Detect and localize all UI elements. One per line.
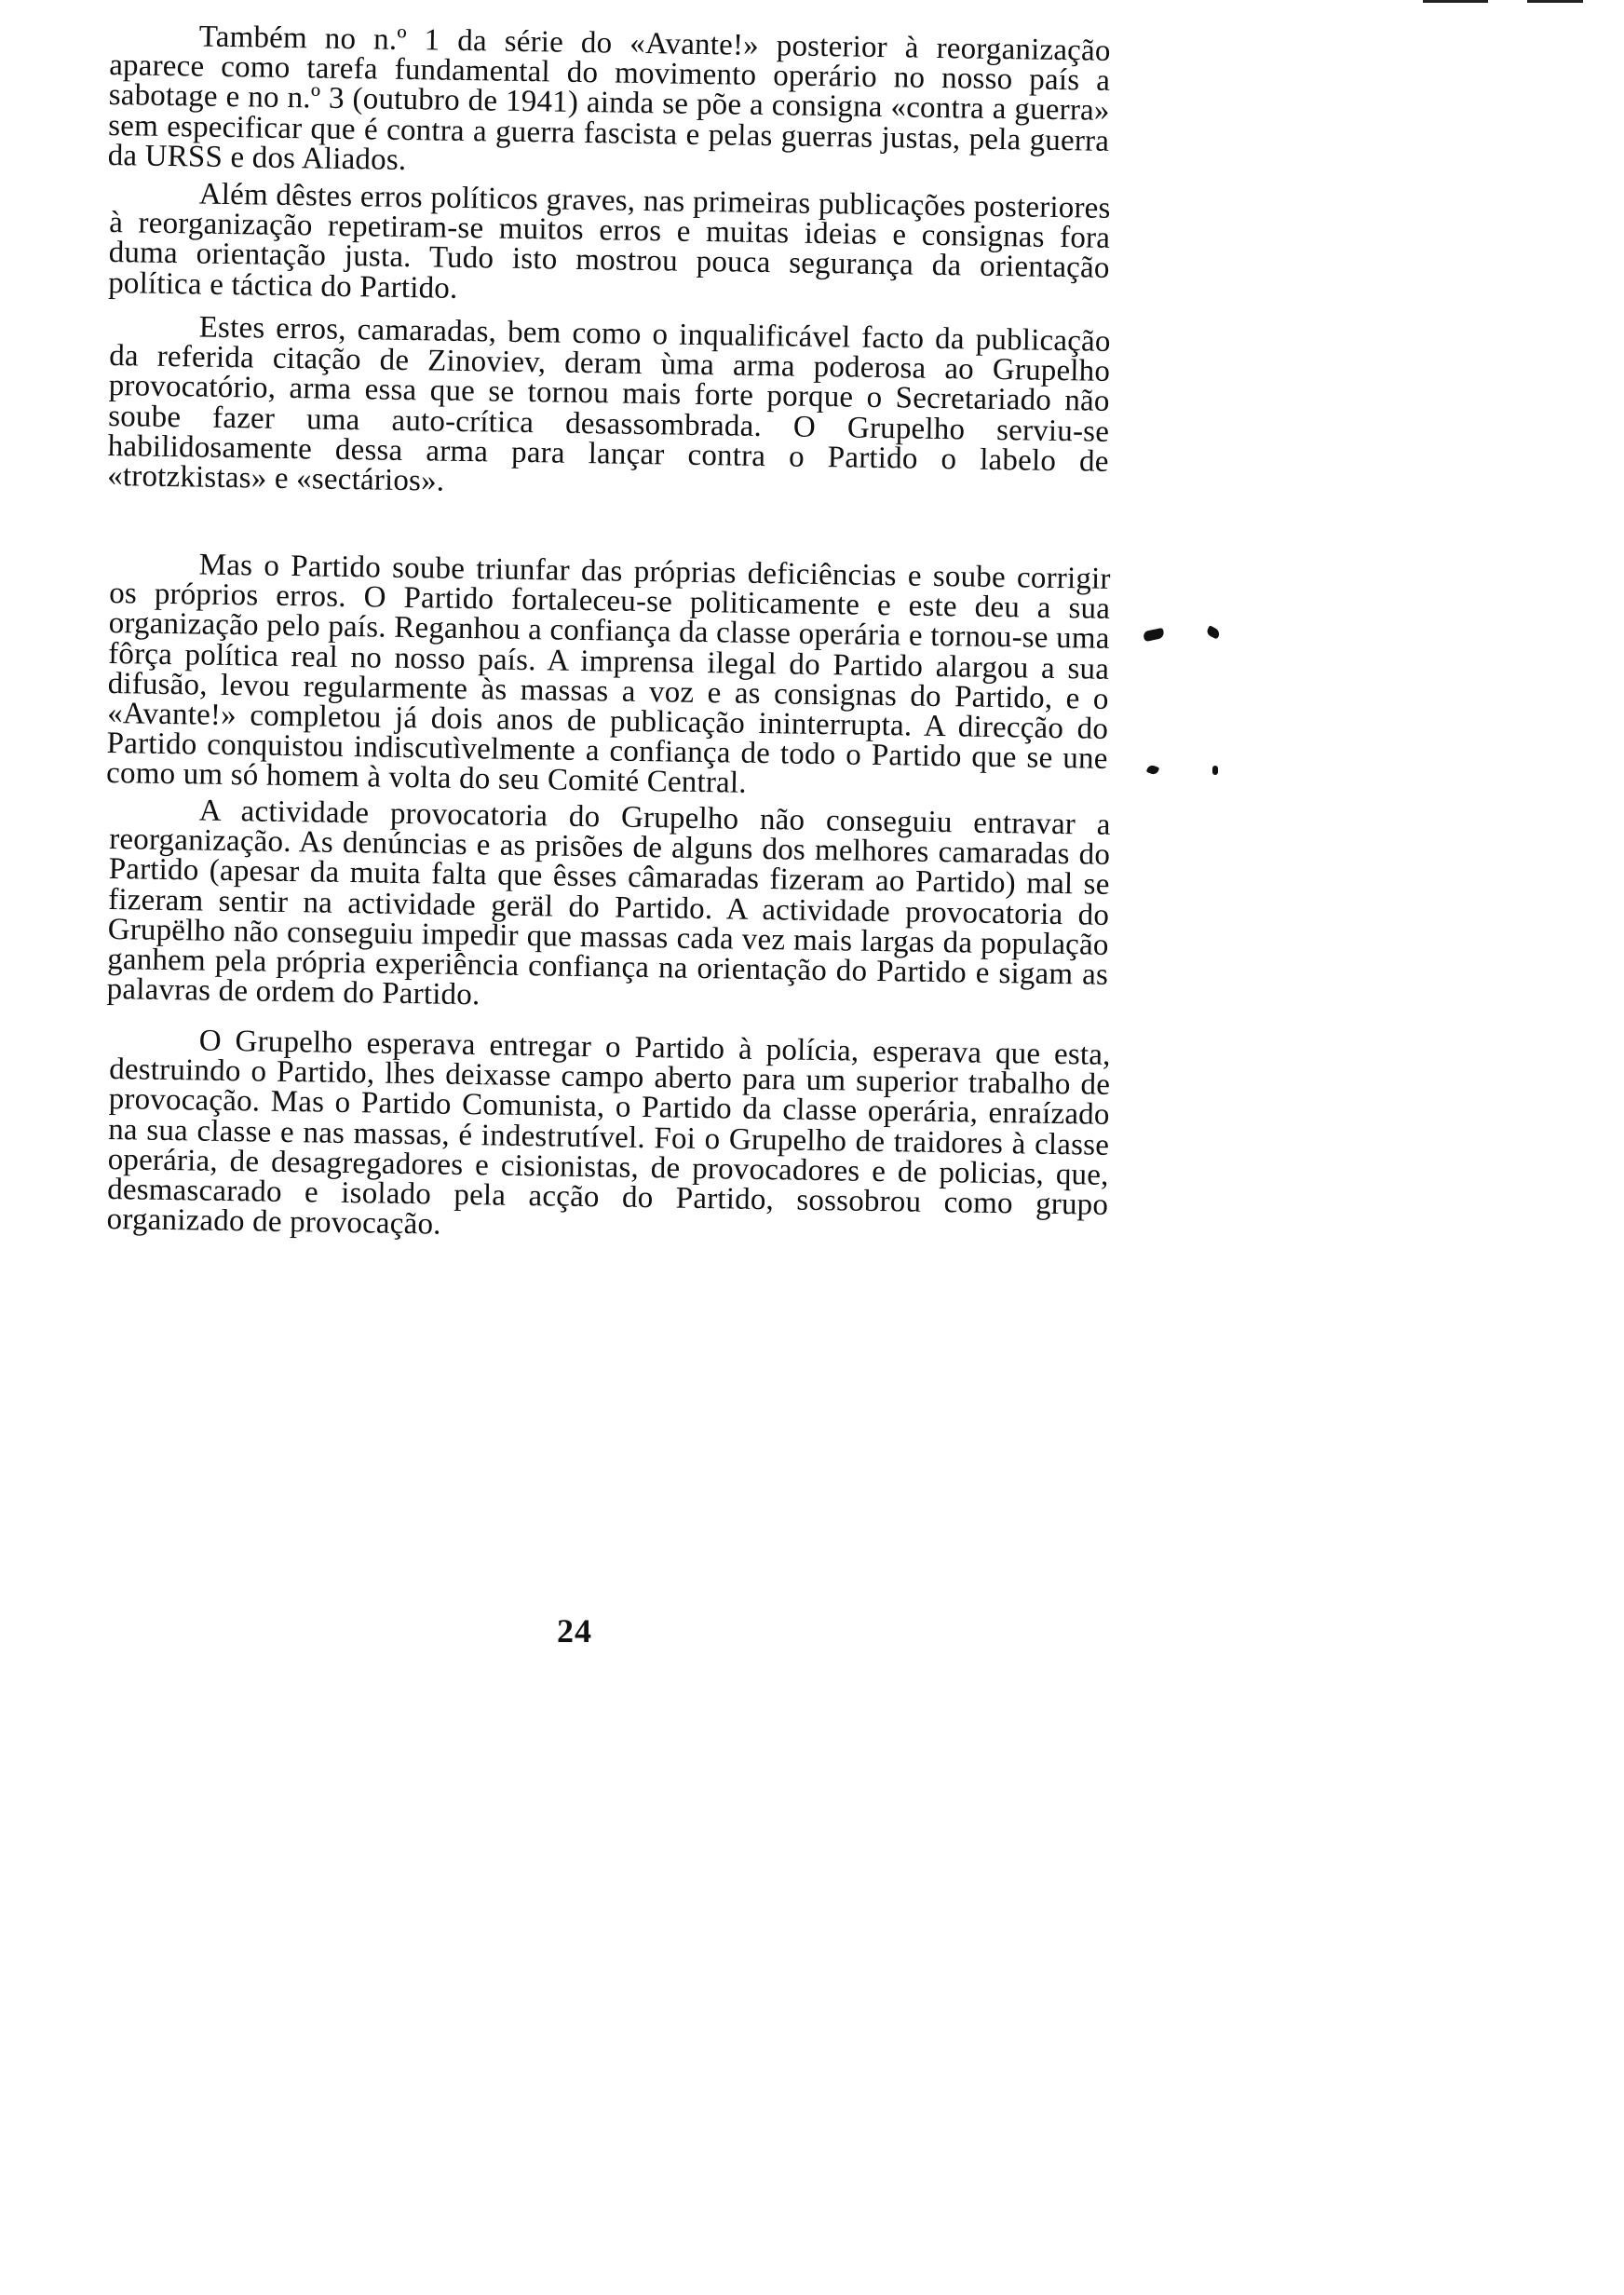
ink-blot-mark [1205,625,1221,639]
page-number: 24 [557,1612,592,1650]
paragraph-1: Também no n.º 1 da série do «Avante!» posterior à reorganização aparece como tarefa fundamental do movimento operário no nosso país a sabotage e no n.º 3 (outubro de 1941) ainda se põe a consigna «contra a guerra» sem especificar que é contra a guerra fascista e pelas guerras justas, pela guerra da URSS e dos Aliados. [107,20,1111,177]
text-column [105,20,1111,1242]
paragraph-3: Estes erros, camaradas, bem como o inqualificável facto da publicação da referida citação de Zinoviev, deram ùma arma poderosa ao Grupelho provocatório, arma essa que se tornou mais forte porque o Secretariado não soube fazer uma auto-crítica desassombrada. O Grupelho serviu-se habilidosamente dessa arma para lançar contra o Partido o labelo de «trotzkistas» e «sectários». [106,310,1111,498]
paragraph-5: A actividade provocatoria do Grupelho não conseguiu entravar a reorganização. As denúncias e as prisões de alguns dos melhores camaradas do Partido (apesar da muita falta que êsses câmaradas fizeram ao Partido) mal se fizeram sentir na actividade geräl do Partido. A actividade provocatoria do Grupëlho não conseguiu impedir que massas cada vez mais largas da população ganhem pela própria experiência confiança na orientação do Partido e sigam as palavras de ordem do Partido. [106,794,1111,1012]
scan-top-edge [0,0,1624,6]
paragraph-6: O Grupelho esperava entregar o Partido à polícia, esperava que esta, destruindo o Partido, lhes deixasse campo aberto para um superior trabalho de provocação. Mas o Partido Comunista, o Partido da classe operária, enraízado na sua classe e nas massas, é indestrutível. Foi o Grupelho de traidores à classe operária, de desagregadores e cisionistas, de provocadores e de policias, que, desmascarado e isolado pela acção do Partido, sossobrou como grupo organizado de provocação. [106,1024,1111,1242]
ink-blot-mark [1146,764,1159,776]
ink-blot-mark [1212,766,1218,775]
paragraph-4: Mas o Partido soube triunfar das próprias deficiências e soube corrigir os próprios erros. O Partido fortaleceu-se politicamente e este deu a sua organização pelo país. Reganhou a confiança da classe operária e tornou-se uma fôrça política real no nosso país. A imprensa ilegal do Partido alargou a sua difusão, levou regularmente às massas a voz e as consignas do Partido, e o «Avante!» completou já dois anos de publicação ininterrupta. A direcção do Partido conquistou indiscutìvelmente a confiança de todo o Partido que se une como um só homem à volta do seu Comité Central. [105,548,1111,801]
paragraph-2: Além dêstes erros políticos graves, nas primeiras publicações posteriores à reorganização repetiram-se muitos erros e muitas ideias e consignas fora duma orientação justa. Tudo isto mostrou pouca segurança da orientação política e táctica do Partido. [107,177,1111,306]
ink-blot-mark [1143,628,1165,642]
